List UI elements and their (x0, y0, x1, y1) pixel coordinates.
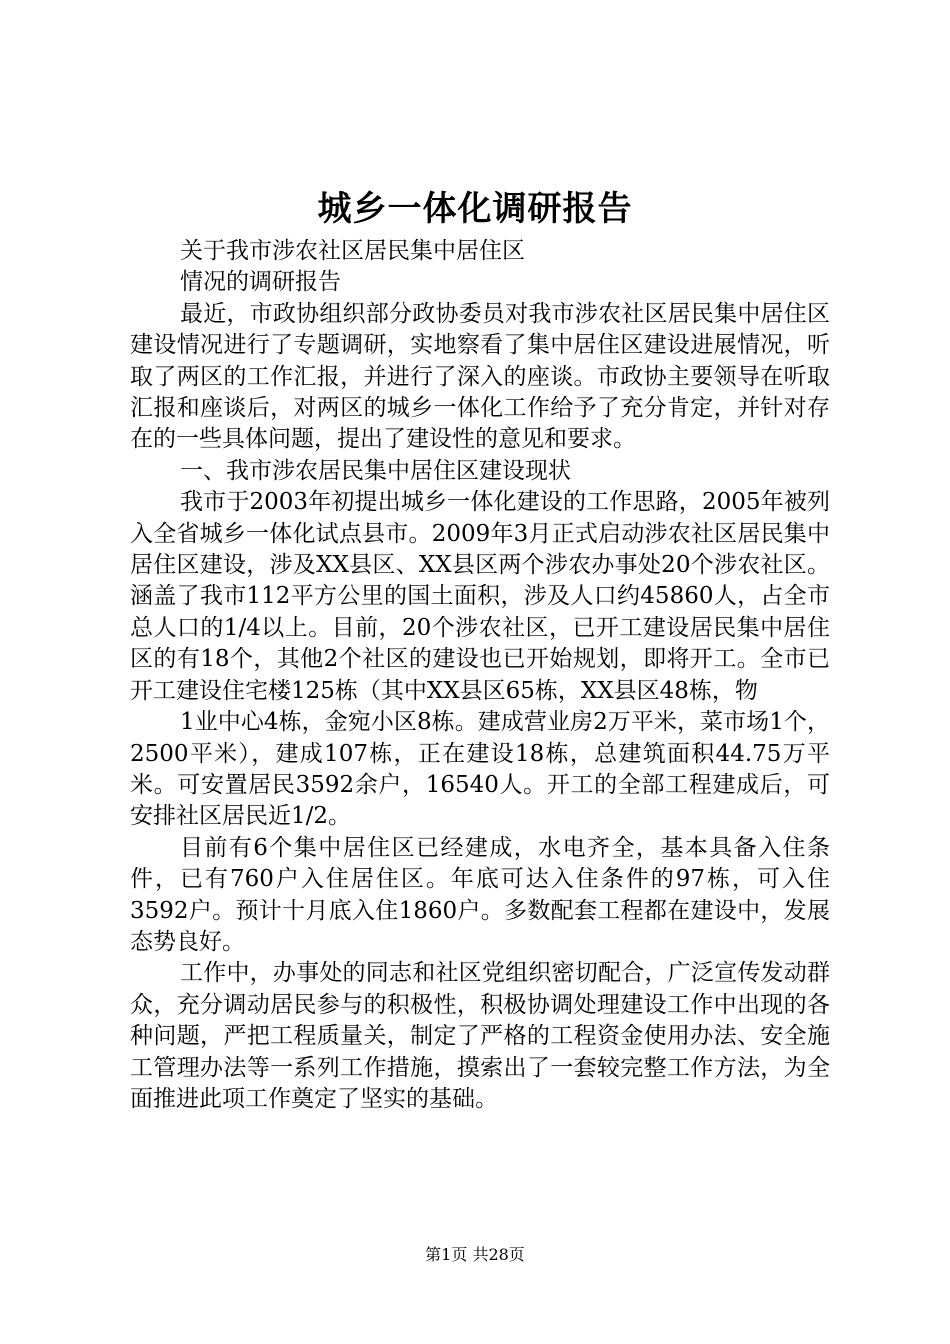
paragraph-status-continued: 1业中心4栋，金宛小区8栋。建成营业房2万平米，菜市场1个，2500平米），建成107栋，正在建设18栋，总建筑面积44.75万平米。可安置居民3592余户，16540人。开工的全部工程建成后，可安排社区居民近1/2。 (130, 709, 830, 830)
subtitle-line-2: 情况的调研报告 (180, 269, 341, 296)
subtitle-line-1: 关于我市涉农社区居民集中居住区 (180, 238, 525, 264)
document-body (130, 236, 830, 1115)
paragraph-progress: 目前有6个集中居住区已经建成，水电齐全，基本具备入住条件，已有760户入住居住区。年底可达入住条件的97栋，可入住3592户。预计十月底入住1860户。多数配套工程都在建设中，发展态势良好。 (130, 834, 830, 955)
paragraph-intro: 最近，市政协组织部分政协委员对我市涉农社区居民集中居住区建设情况进行了专题调研，实地察看了集中居住区建设进展情况，听取了两区的工作汇报，并进行了深入的座谈。市政协主要领导在听取汇报和座谈后，对两区的城乡一体化工作给予了充分肯定，并针对存在的一些具体问题，提出了建设性的意见和要求。 (130, 300, 830, 453)
paragraph-work: 工作中，办事处的同志和社区党组织密切配合，广泛宣传发动群众，充分调动居民参与的积极性，积极协调处理建设工作中出现的各种问题，严把工程质量关，制定了严格的工程资金使用办法、安全施工管理办法等一系列工作措施，摸索出了一套较完整工作方法，为全面推进此项工作奠定了坚实的基础。 (130, 960, 830, 1112)
document-title: 城乡一体化调研报告 (317, 189, 633, 229)
paragraph-status: 我市于2003年初提出城乡一体化建设的工作思路，2005年被列入全省城乡一体化试点县市。2009年3月正式启动涉农社区居民集中居住区建设，涉及XX县区、XX县区两个涉农办事处20个涉农社区。涵盖了我市112平方公里的国土面积，涉及人口约45860人，占全市总人口的1/4以上。目前，20个涉农社区，已开工建设居民集中居住区的有18个，其他2个社区的建设也已开始规划，即将开工。全市已开工建设住宅楼125栋（其中XX县区65栋，XX县区48栋，物 (130, 489, 830, 704)
section-heading-1: 一、我市涉农居民集中居住区建设现状 (180, 457, 571, 484)
page-number-footer: 第1页 共28页 (425, 1245, 525, 1264)
